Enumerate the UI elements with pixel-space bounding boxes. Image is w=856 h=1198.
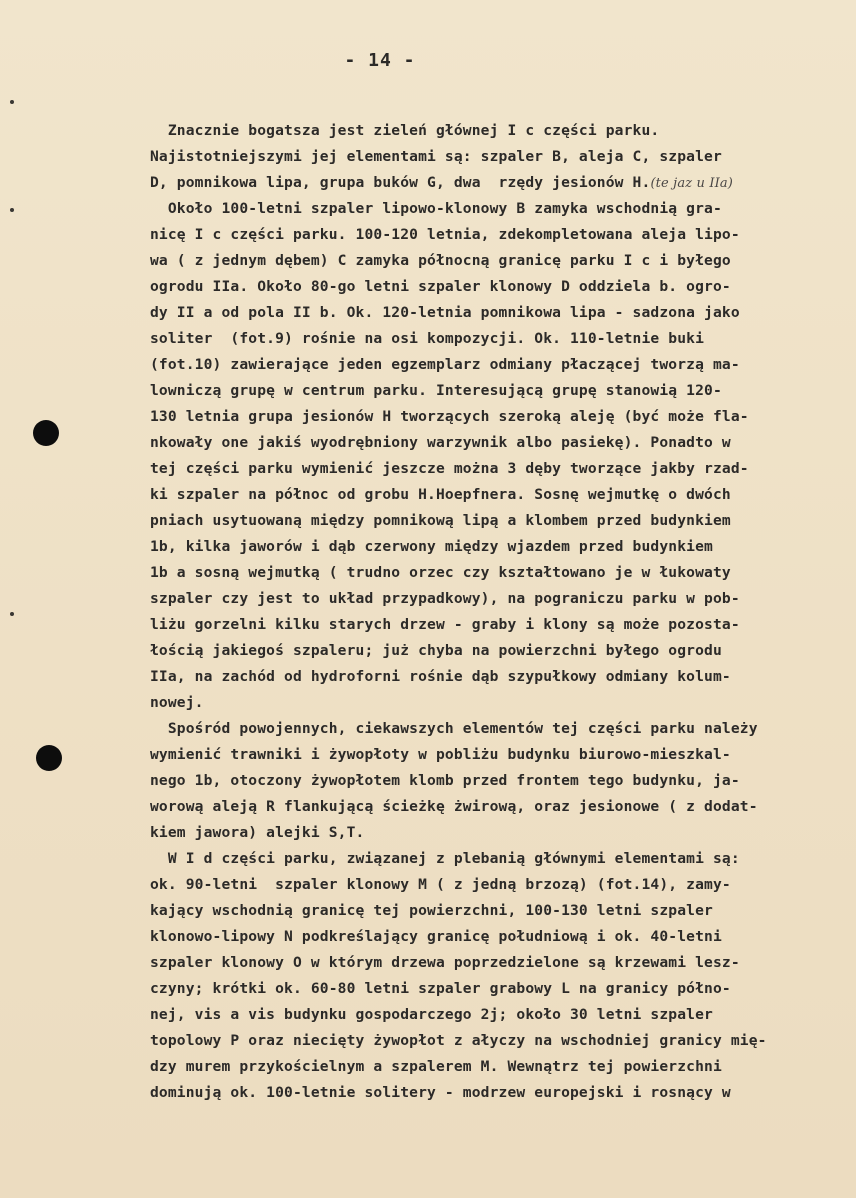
text-line: pniach usytuowaną między pomnikową lipą a klombem przed budynkiem	[150, 512, 731, 529]
text-line: liżu gorzelni kilku starych drzew - graby i klony są może pozosta-	[150, 616, 740, 633]
punch-hole-bottom	[36, 745, 62, 771]
text-line: szpaler czy jest to układ przypadkowy), na pograniczu parku w pob-	[150, 590, 740, 607]
text-line: ogrodu IIa. Około 80-go letni szpaler klonowy D oddziela b. ogro-	[150, 278, 731, 295]
text-line: lowniczą grupę w centrum parku. Interesującą grupę stanowią 120-	[150, 382, 722, 399]
text-line: nowej.	[150, 694, 204, 711]
text-line: kiem jawora) alejki S,T.	[150, 824, 365, 841]
text-line: dy II a od pola II b. Ok. 120-letnia pomnikowa lipa - sadzona jako	[150, 304, 740, 321]
handwritten-note: (te jaz u IIa)	[650, 176, 734, 191]
text-line: (fot.10) zawierające jeden egzemplarz odmiany płaczącej tworzą ma-	[150, 356, 740, 373]
text-line: D, pomnikowa lipa, grupa buków G, dwa rzędy jesionów H.	[150, 174, 651, 191]
text-line: soliter (fot.9) rośnie na osi kompozycji. Ok. 110-letnie buki	[150, 330, 705, 347]
text-line: klonowo-lipowy N podkreślający granicę południową i ok. 40-letni	[150, 928, 722, 945]
text-line: szpaler klonowy O w którym drzewa poprzedzielone są krzewami lesz-	[150, 954, 740, 971]
text-line: worową aleją R flankującą ścieżkę żwirową, oraz jesionowe ( z dodat-	[150, 798, 758, 815]
text-line: 1b, kilka jaworów i dąb czerwony między wjazdem przed budynkiem	[150, 538, 713, 555]
text-line: nicę I c części parku. 100-120 letnia, zdekompletowana aleja lipo-	[150, 226, 740, 243]
text-line: Spośród powojennych, ciekawszych elementów tej części parku należy	[150, 720, 758, 737]
text-line: 1b a sosną wejmutką ( trudno orzec czy kształtowano je w łukowaty	[150, 564, 731, 581]
text-line: dominują ok. 100-letnie solitery - modrzew europejski i rosnący w	[150, 1084, 731, 1101]
margin-dot	[10, 208, 14, 212]
text-line: łością jakiegoś szpaleru; już chyba na powierzchni byłego ogrodu	[150, 642, 722, 659]
text-line: W I d części parku, związanej z plebanią głównymi elementami są:	[150, 850, 740, 867]
text-line: wa ( z jednym dębem) C zamyka północną granicę parku I c i byłego	[150, 252, 731, 269]
text-line: nego 1b, otoczony żywopłotem klomb przed frontem tego budynku, ja-	[150, 772, 740, 789]
margin-dot	[10, 100, 14, 104]
body-text	[150, 118, 840, 1106]
text-line: nkowały one jakiś wyodrębniony warzywnik albo pasiekę). Ponadto w	[150, 434, 731, 451]
text-line: 130 letnia grupa jesionów H tworzących szeroką aleję (być może fla-	[150, 408, 749, 425]
text-line: wymienić trawniki i żywopłoty w pobliżu budynku biurowo-mieszkal-	[150, 746, 731, 763]
text-line: czyny; krótki ok. 60-80 letni szpaler grabowy L na granicy półno-	[150, 980, 731, 997]
punch-hole-top	[33, 420, 59, 446]
text-line: ok. 90-letni szpaler klonowy M ( z jedną brzozą) (fot.14), zamy-	[150, 876, 731, 893]
text-line: Znacznie bogatsza jest zieleń głównej I c części parku.	[150, 122, 660, 139]
text-line: tej części parku wymienić jeszcze można 3 dęby tworzące jakby rzad-	[150, 460, 749, 477]
text-line: Około 100-letni szpaler lipowo-klonowy B zamyka wschodnią gra-	[150, 200, 722, 217]
text-line: topolowy P oraz niecięty żywopłot z ałyczy na wschodniej granicy mię-	[150, 1032, 767, 1049]
page-number: - 14 -	[344, 50, 416, 71]
text-line: IIa, na zachód od hydroforni rośnie dąb szypułkowy odmiany kolum-	[150, 668, 731, 685]
text-line: ki szpaler na północ od grobu H.Hoepfnera. Sosnę wejmutkę o dwóch	[150, 486, 731, 503]
text-line: Najistotniejszymi jej elementami są: szpaler B, aleja C, szpaler	[150, 148, 722, 165]
text-line: nej, vis a vis budynku gospodarczego 2j; około 30 letni szpaler	[150, 1006, 713, 1023]
text-line-with-note	[150, 170, 840, 196]
text-line: dzy murem przykościelnym a szpalerem M. Wewnątrz tej powierzchni	[150, 1058, 722, 1075]
margin-dot	[10, 612, 14, 616]
text-line: kający wschodnią granicę tej powierzchni, 100-130 letni szpaler	[150, 902, 713, 919]
